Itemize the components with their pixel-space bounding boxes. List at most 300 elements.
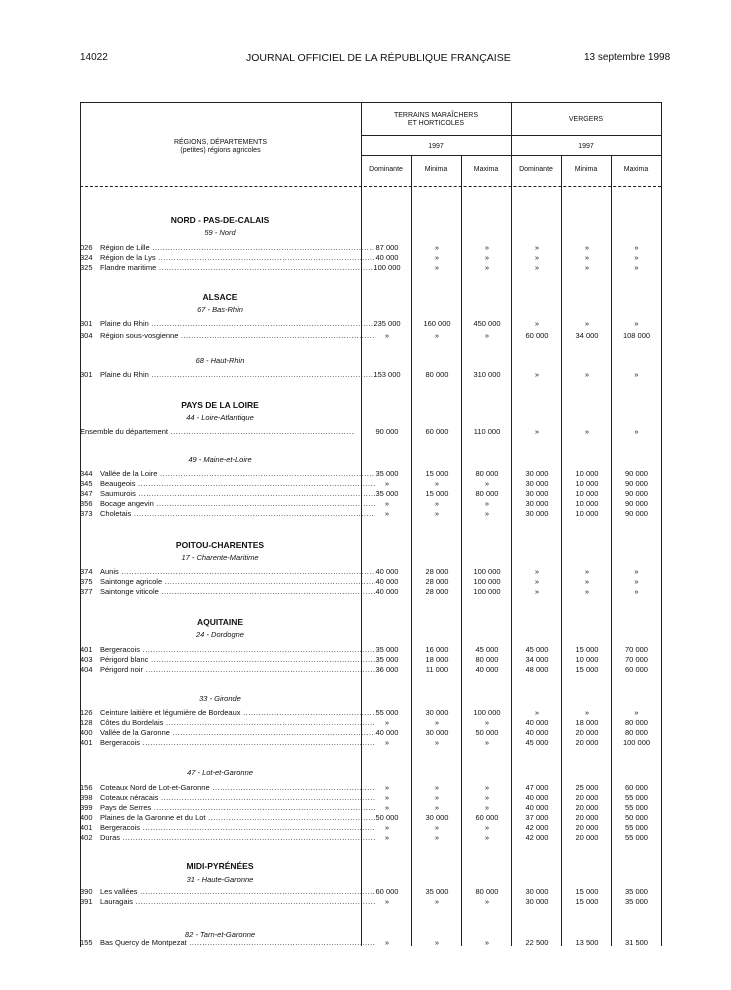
value-cell: » bbox=[434, 793, 440, 802]
value-cell: 90 000 bbox=[375, 427, 399, 436]
head-regions bbox=[80, 139, 361, 155]
value-cell: » bbox=[384, 783, 390, 792]
value-cell: 55 000 bbox=[625, 803, 648, 812]
rule-h-group bbox=[361, 135, 661, 136]
table-row bbox=[80, 427, 661, 437]
value-cell: 15 000 bbox=[575, 645, 599, 654]
value-cell: » bbox=[484, 253, 490, 262]
region-label: Bocage angevin ..... bbox=[100, 499, 375, 509]
rule-h-year bbox=[361, 155, 661, 156]
value-cell: » bbox=[434, 833, 440, 842]
value-cell: 36 000 bbox=[375, 665, 399, 674]
value-cell: 90 000 bbox=[625, 499, 648, 508]
value-cell: » bbox=[634, 370, 639, 379]
value-cell: 10 000 bbox=[575, 655, 599, 664]
value-cell: 40 000 bbox=[475, 665, 499, 674]
region-code: 404 bbox=[80, 665, 93, 674]
value-cell: 110 000 bbox=[473, 427, 501, 436]
value-cell: 10 000 bbox=[575, 469, 599, 478]
department-heading: 67 - Bas-Rhin bbox=[197, 305, 243, 314]
value-cell: 80 000 bbox=[475, 489, 499, 498]
value-cell: » bbox=[634, 587, 639, 596]
value-cell: » bbox=[484, 793, 490, 802]
region-label: Périgord blanc ..... bbox=[100, 655, 375, 665]
value-cell: 35 000 bbox=[425, 887, 449, 896]
value-cell: » bbox=[484, 499, 490, 508]
value-cell: » bbox=[434, 263, 440, 272]
value-cell: » bbox=[484, 718, 490, 727]
value-cell: » bbox=[434, 803, 440, 812]
value-cell: 55 000 bbox=[625, 823, 648, 832]
value-cell: 55 000 bbox=[375, 708, 399, 717]
region-label: Côtes du Bordelais ..... bbox=[100, 718, 375, 728]
value-cell: » bbox=[634, 577, 639, 586]
value-cell: 310 000 bbox=[473, 370, 501, 379]
value-cell: 100 000 bbox=[473, 567, 501, 576]
value-cell: » bbox=[434, 509, 440, 518]
table-row bbox=[80, 708, 661, 718]
value-cell: » bbox=[484, 803, 490, 812]
value-cell: » bbox=[384, 509, 390, 518]
value-cell: 80 000 bbox=[625, 728, 648, 737]
value-cell: 10 000 bbox=[575, 509, 599, 518]
value-cell: » bbox=[434, 738, 440, 747]
value-cell: » bbox=[584, 243, 590, 252]
region-heading: AQUITAINE bbox=[196, 617, 244, 627]
value-cell: 30 000 bbox=[425, 728, 449, 737]
value-cell: » bbox=[384, 738, 390, 747]
table-row bbox=[80, 783, 661, 793]
value-cell: » bbox=[484, 738, 490, 747]
value-cell: » bbox=[384, 833, 390, 842]
value-cell: 60 000 bbox=[475, 813, 499, 822]
value-cell: 42 000 bbox=[525, 823, 549, 832]
region-code: 026 bbox=[80, 243, 93, 252]
table-row bbox=[80, 567, 661, 577]
region-code: 373 bbox=[80, 509, 93, 518]
value-cell: 90 000 bbox=[625, 479, 648, 488]
value-cell: » bbox=[384, 823, 390, 832]
value-cell: » bbox=[584, 567, 590, 576]
value-cell: 47 000 bbox=[525, 783, 549, 792]
region-label: Ensemble du département ..... bbox=[80, 427, 355, 437]
value-cell: 30 000 bbox=[525, 897, 549, 906]
head-col-minima-2: Minima bbox=[574, 166, 598, 173]
table-row bbox=[80, 253, 661, 263]
value-cell: » bbox=[484, 263, 490, 272]
region-code: 304 bbox=[80, 331, 93, 340]
table-row bbox=[80, 718, 661, 728]
region-code: 402 bbox=[80, 833, 93, 842]
region-label: Région de la Lys ..... bbox=[100, 253, 375, 263]
region-code: 344 bbox=[80, 469, 93, 478]
department-heading: 49 - Maine-et-Loire bbox=[188, 455, 252, 464]
value-cell: » bbox=[434, 499, 440, 508]
head-col-minima-1: Minima bbox=[424, 166, 448, 173]
value-cell: 15 000 bbox=[575, 887, 599, 896]
value-cell: 100 000 bbox=[473, 577, 501, 586]
value-cell: 35 000 bbox=[625, 897, 648, 906]
table-row bbox=[80, 813, 661, 823]
table-row bbox=[80, 331, 661, 341]
rule-h-head-bottom bbox=[80, 186, 661, 187]
value-cell: 20 000 bbox=[575, 803, 599, 812]
department-heading: 24 - Dordogne bbox=[196, 630, 244, 639]
region-label: Ceinture laitière et légumière de Bordeaux ..... bbox=[100, 708, 375, 718]
value-cell: » bbox=[584, 370, 590, 379]
head-group1-line2: ET HORTICOLES bbox=[407, 120, 465, 127]
value-cell: 22 500 bbox=[525, 938, 549, 947]
value-cell: 100 000 bbox=[473, 708, 501, 717]
region-label: Saintonge viticole ..... bbox=[100, 587, 375, 597]
value-cell: 80 000 bbox=[475, 469, 499, 478]
department-heading: 47 - Lot-et-Garonne bbox=[187, 768, 253, 777]
value-cell: 37 000 bbox=[525, 813, 549, 822]
region-code: 301 bbox=[80, 319, 93, 328]
value-cell: 60 000 bbox=[425, 427, 449, 436]
region-label: Coteaux Nord de Lot-et-Garonne ..... bbox=[100, 783, 375, 793]
region-code: 398 bbox=[80, 793, 93, 802]
region-code: 403 bbox=[80, 655, 93, 664]
value-cell: » bbox=[384, 793, 390, 802]
value-cell: 30 000 bbox=[525, 509, 549, 518]
head-group-vergers: VERGERS bbox=[568, 116, 604, 123]
region-label: Bergeracois ..... bbox=[100, 645, 375, 655]
value-cell: 40 000 bbox=[375, 253, 399, 262]
value-cell: 35 000 bbox=[375, 655, 399, 664]
head-regions-line2: (petites) régions agricoles bbox=[180, 147, 261, 154]
value-cell: » bbox=[434, 253, 440, 262]
value-cell: 50 000 bbox=[625, 813, 648, 822]
region-label: Région de Lille ..... bbox=[100, 243, 375, 253]
value-cell: 28 000 bbox=[425, 587, 449, 596]
region-code: 377 bbox=[80, 587, 93, 596]
value-cell: » bbox=[534, 243, 540, 252]
value-cell: 48 000 bbox=[525, 665, 549, 674]
value-cell: » bbox=[434, 479, 440, 488]
value-cell: 28 000 bbox=[425, 577, 449, 586]
value-cell: 34 000 bbox=[575, 331, 599, 340]
table-row bbox=[80, 793, 661, 803]
region-code: 400 bbox=[80, 728, 93, 737]
value-cell: 18 000 bbox=[575, 718, 599, 727]
region-label: Saintonge agricole ..... bbox=[100, 577, 375, 587]
value-cell: 11 000 bbox=[425, 665, 449, 674]
region-code: 128 bbox=[80, 718, 93, 727]
region-label: Aunis ..... bbox=[100, 567, 375, 577]
table-row bbox=[80, 370, 661, 380]
region-code: 399 bbox=[80, 803, 93, 812]
department-heading: 68 - Haut-Rhin bbox=[195, 356, 245, 365]
value-cell: 30 000 bbox=[525, 887, 549, 896]
table-row bbox=[80, 833, 661, 843]
region-code: 401 bbox=[80, 823, 93, 832]
value-cell: 15 000 bbox=[425, 469, 449, 478]
value-cell: 40 000 bbox=[375, 728, 399, 737]
region-code: 126 bbox=[80, 708, 93, 717]
value-cell: » bbox=[434, 331, 440, 340]
region-label: Pays de Serres ..... bbox=[100, 803, 375, 813]
region-label: Flandre maritime ..... bbox=[100, 263, 375, 273]
table-row bbox=[80, 823, 661, 833]
value-cell: » bbox=[634, 708, 639, 717]
table-row bbox=[80, 479, 661, 489]
region-heading: ALSACE bbox=[202, 292, 238, 302]
department-heading: 17 - Charente-Maritime bbox=[181, 553, 259, 562]
table-row bbox=[80, 587, 661, 597]
value-cell: 55 000 bbox=[625, 793, 648, 802]
region-label: Région sous-vosgienne ..... bbox=[100, 331, 375, 341]
value-cell: 60 000 bbox=[625, 783, 648, 792]
value-cell: » bbox=[484, 783, 490, 792]
department-heading: 33 - Gironde bbox=[199, 694, 241, 703]
region-code: 374 bbox=[80, 567, 93, 576]
value-cell: » bbox=[634, 567, 639, 576]
value-cell: » bbox=[484, 243, 490, 252]
value-cell: » bbox=[634, 319, 639, 328]
value-cell: 235 000 bbox=[373, 319, 401, 328]
region-label: Vallée de la Garonne ..... bbox=[100, 728, 375, 738]
region-code: 391 bbox=[80, 897, 93, 906]
value-cell: » bbox=[634, 243, 639, 252]
region-label: Les vallées ..... bbox=[100, 887, 375, 897]
value-cell: » bbox=[534, 577, 540, 586]
value-cell: 40 000 bbox=[375, 567, 399, 576]
value-cell: 20 000 bbox=[575, 823, 599, 832]
value-cell: 40 000 bbox=[525, 793, 549, 802]
value-cell: 40 000 bbox=[525, 803, 549, 812]
value-cell: 60 000 bbox=[525, 331, 549, 340]
value-cell: 160 000 bbox=[423, 319, 451, 328]
table-row bbox=[80, 319, 661, 329]
value-cell: » bbox=[484, 833, 490, 842]
table-row bbox=[80, 499, 661, 509]
value-cell: » bbox=[484, 509, 490, 518]
value-cell: 70 000 bbox=[625, 655, 648, 664]
value-cell: » bbox=[384, 938, 390, 947]
value-cell: » bbox=[534, 319, 540, 328]
value-cell: 45 000 bbox=[475, 645, 499, 654]
region-label: Choletais ..... bbox=[100, 509, 375, 519]
table-row bbox=[80, 665, 661, 675]
region-label: Plaine du Rhin ..... bbox=[100, 370, 375, 380]
table-row bbox=[80, 645, 661, 655]
value-cell: 30 000 bbox=[525, 499, 549, 508]
value-cell: 90 000 bbox=[625, 509, 648, 518]
value-cell: » bbox=[434, 783, 440, 792]
value-cell: » bbox=[484, 479, 490, 488]
value-cell: » bbox=[534, 708, 540, 717]
value-cell: 30 000 bbox=[525, 479, 549, 488]
value-cell: » bbox=[484, 938, 490, 947]
department-heading: 31 - Haute-Garonne bbox=[186, 875, 254, 884]
region-label: Bergeracois ..... bbox=[100, 738, 375, 748]
table-row bbox=[80, 938, 661, 948]
head-year-2: 1997 bbox=[578, 143, 594, 150]
value-cell: 20 000 bbox=[575, 738, 599, 747]
table-row bbox=[80, 887, 661, 897]
region-label: Bas Quercy de Montpezat ..... bbox=[100, 938, 375, 948]
value-cell: 100 000 bbox=[622, 738, 651, 747]
table-row bbox=[80, 243, 661, 253]
value-cell: » bbox=[584, 319, 590, 328]
head-col-maxima-1: Maxima bbox=[473, 166, 499, 173]
table-row bbox=[80, 803, 661, 813]
value-cell: 60 000 bbox=[375, 887, 399, 896]
region-label: Beaugeois ..... bbox=[100, 479, 375, 489]
head-col-dominante-1: Dominante bbox=[369, 166, 403, 173]
value-cell: 18 000 bbox=[425, 655, 449, 664]
value-cell: 90 000 bbox=[625, 489, 648, 498]
value-cell: » bbox=[534, 263, 540, 272]
value-cell: 15 000 bbox=[425, 489, 449, 498]
value-cell: » bbox=[584, 577, 590, 586]
region-label: Plaines de la Garonne et du Lot ..... bbox=[100, 813, 375, 823]
value-cell: » bbox=[484, 823, 490, 832]
region-heading: NORD - PAS-DE-CALAIS bbox=[170, 215, 270, 225]
value-cell: 153 000 bbox=[373, 370, 401, 379]
value-cell: » bbox=[384, 331, 390, 340]
value-cell: 30 000 bbox=[525, 469, 549, 478]
value-cell: 10 000 bbox=[575, 489, 599, 498]
head-col-dominante-2: Dominante bbox=[519, 166, 553, 173]
region-code: 375 bbox=[80, 577, 93, 586]
region-label: Lauragais ..... bbox=[100, 897, 375, 907]
value-cell: » bbox=[384, 718, 390, 727]
value-cell: » bbox=[634, 427, 639, 436]
value-cell: 100 000 bbox=[373, 263, 401, 272]
value-cell: 60 000 bbox=[625, 665, 648, 674]
region-code: 401 bbox=[80, 645, 93, 654]
value-cell: 50 000 bbox=[475, 728, 499, 737]
value-cell: » bbox=[634, 253, 639, 262]
value-cell: 13 500 bbox=[575, 938, 599, 947]
table-row bbox=[80, 509, 661, 519]
value-cell: 80 000 bbox=[475, 655, 499, 664]
head-col-maxima-2: Maxima bbox=[623, 166, 649, 173]
value-cell: 45 000 bbox=[525, 645, 549, 654]
department-heading: 59 - Nord bbox=[204, 228, 236, 237]
region-code: 325 bbox=[80, 263, 93, 272]
value-cell: » bbox=[534, 253, 540, 262]
value-cell: 10 000 bbox=[575, 499, 599, 508]
table-row bbox=[80, 897, 661, 907]
value-cell: » bbox=[434, 243, 440, 252]
region-code: 347 bbox=[80, 489, 93, 498]
value-cell: 100 000 bbox=[473, 587, 501, 596]
value-cell: 80 000 bbox=[475, 887, 499, 896]
region-code: 345 bbox=[80, 479, 93, 488]
value-cell: » bbox=[534, 587, 540, 596]
value-cell: » bbox=[434, 938, 440, 947]
value-cell: » bbox=[384, 479, 390, 488]
value-cell: » bbox=[584, 263, 590, 272]
region-label: Périgord noir ..... bbox=[100, 665, 375, 675]
table-row bbox=[80, 489, 661, 499]
region-code: 301 bbox=[80, 370, 93, 379]
value-cell: 40 000 bbox=[375, 577, 399, 586]
value-cell: 20 000 bbox=[575, 728, 599, 737]
table-row bbox=[80, 738, 661, 748]
value-cell: » bbox=[584, 708, 590, 717]
value-cell: 31 500 bbox=[625, 938, 648, 947]
value-cell: 45 000 bbox=[525, 738, 549, 747]
value-cell: 42 000 bbox=[525, 833, 549, 842]
value-cell: 15 000 bbox=[575, 665, 599, 674]
value-cell: 108 000 bbox=[622, 331, 651, 340]
region-code: 156 bbox=[80, 783, 93, 792]
value-cell: » bbox=[384, 803, 390, 812]
journal-title: JOURNAL OFFICIEL DE LA RÉPUBLIQUE FRANÇAISE bbox=[246, 52, 511, 64]
value-cell: 80 000 bbox=[425, 370, 449, 379]
region-label: Saumurois ..... bbox=[100, 489, 375, 499]
value-cell: » bbox=[584, 587, 590, 596]
value-cell: 40 000 bbox=[375, 587, 399, 596]
value-cell: 20 000 bbox=[575, 793, 599, 802]
value-cell: 450 000 bbox=[473, 319, 501, 328]
head-group-maraichers bbox=[361, 112, 511, 128]
value-cell: 30 000 bbox=[425, 813, 449, 822]
table-row bbox=[80, 577, 661, 587]
value-cell: » bbox=[534, 567, 540, 576]
value-cell: 16 000 bbox=[425, 645, 449, 654]
value-cell: » bbox=[384, 897, 390, 906]
department-heading: 44 - Loire-Atlantique bbox=[186, 413, 254, 422]
table-row bbox=[80, 469, 661, 479]
value-cell: » bbox=[584, 427, 590, 436]
region-heading: PAYS DE LA LOIRE bbox=[181, 400, 259, 410]
region-label: Vallée de la Loire ..... bbox=[100, 469, 375, 479]
region-heading: MIDI-PYRÉNÉES bbox=[186, 861, 254, 871]
region-label: Plaine du Rhin ..... bbox=[100, 319, 375, 329]
region-code: 401 bbox=[80, 738, 93, 747]
value-cell: 55 000 bbox=[625, 833, 648, 842]
region-label: Bergeracois ..... bbox=[100, 823, 375, 833]
value-cell: 35 000 bbox=[625, 887, 648, 896]
region-label: Duras ..... bbox=[100, 833, 375, 843]
value-cell: 87 000 bbox=[375, 243, 399, 252]
value-cell: » bbox=[484, 331, 490, 340]
value-cell: » bbox=[434, 897, 440, 906]
rule-v-7 bbox=[661, 102, 662, 946]
value-cell: 35 000 bbox=[375, 645, 399, 654]
value-cell: » bbox=[434, 718, 440, 727]
value-cell: » bbox=[534, 427, 540, 436]
table-row bbox=[80, 263, 661, 273]
region-code: 400 bbox=[80, 813, 93, 822]
value-cell: 50 000 bbox=[375, 813, 399, 822]
region-code: 356 bbox=[80, 499, 93, 508]
region-heading: POITOU-CHARENTES bbox=[175, 540, 265, 550]
region-code: 324 bbox=[80, 253, 93, 262]
value-cell: 30 000 bbox=[525, 489, 549, 498]
value-cell: » bbox=[534, 370, 540, 379]
region-code: 155 bbox=[80, 938, 93, 947]
value-cell: 70 000 bbox=[625, 645, 648, 654]
value-cell: 20 000 bbox=[575, 833, 599, 842]
value-cell: 90 000 bbox=[625, 469, 648, 478]
value-cell: » bbox=[484, 897, 490, 906]
value-cell: » bbox=[584, 253, 590, 262]
value-cell: 20 000 bbox=[575, 813, 599, 822]
page-number: 14022 bbox=[80, 52, 108, 63]
value-cell: 80 000 bbox=[625, 718, 648, 727]
value-cell: 35 000 bbox=[375, 469, 399, 478]
region-label: Coteaux néracais ..... bbox=[100, 793, 375, 803]
value-cell: 40 000 bbox=[525, 718, 549, 727]
value-cell: » bbox=[634, 263, 639, 272]
value-cell: 34 000 bbox=[525, 655, 549, 664]
